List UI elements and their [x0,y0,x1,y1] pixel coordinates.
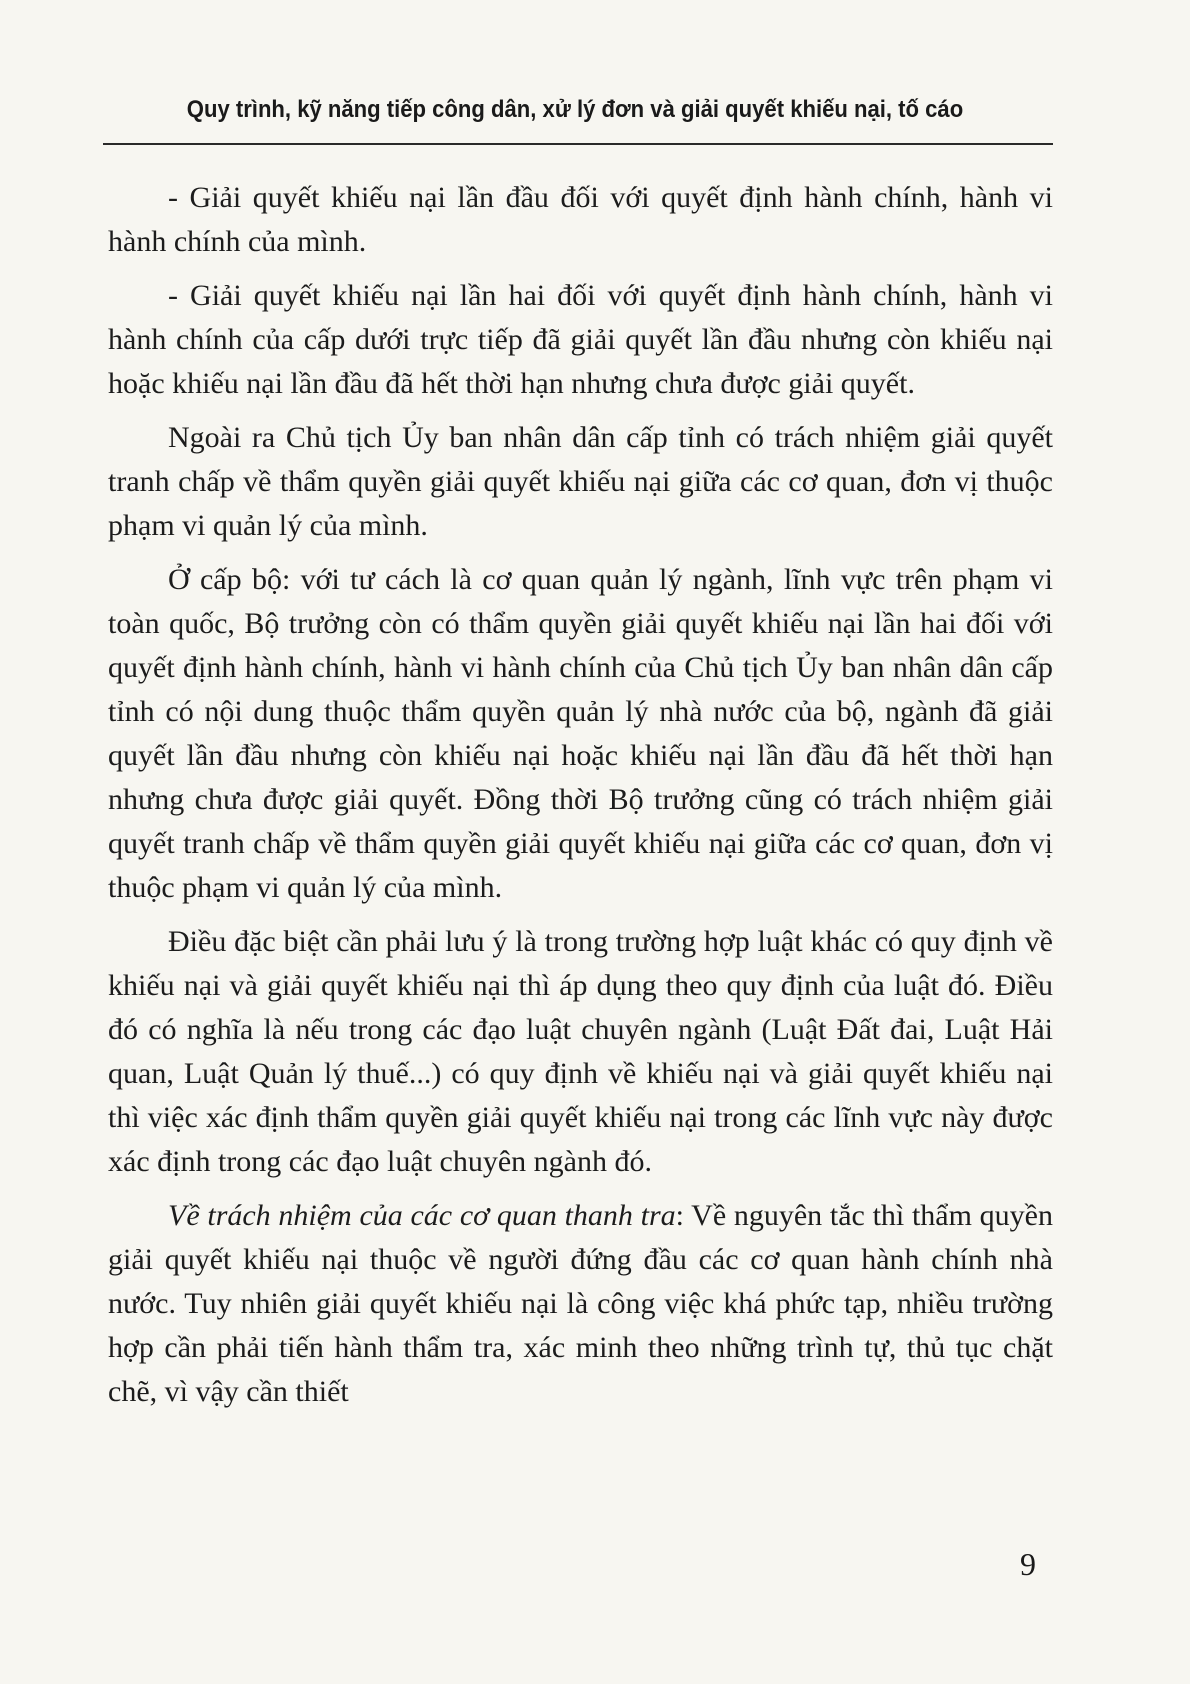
paragraph-1: - Giải quyết khiếu nại lần đầu đối với quyết định hành chính, hành vi hành chính của mình. [108,181,1053,258]
paragraph-5: Điều đặc biệt cần phải lưu ý là trong trường hợp luật khác có quy định về khiếu nại và giải quyết khiếu nại thì áp dụng theo quy định của luật đó. Điều đó có nghĩa là nếu trong các đạo luật chuyên ngành (Luật Đất đai, Luật Hải quan, Luật Quản lý thuế...) có quy định về khiếu nại và giải quyết khiếu nại thì việc xác định thẩm quyền giải quyết khiếu nại trong các lĩnh vực này được xác định trong các đạo luật chuyên ngành đó. [108,925,1053,1178]
body-text [108,176,1053,1424]
running-header: Quy trình, kỹ năng tiếp công dân, xử lý đơn và giải quyết khiếu nại, tố cáo [186,96,964,123]
paragraph-2: - Giải quyết khiếu nại lần hai đối với quyết định hành chính, hành vi hành chính của cấp dưới trực tiếp đã giải quyết lần đầu nhưng còn khiếu nại hoặc khiếu nại lần đầu đã hết thời hạn nhưng chưa được giải quyết. [108,279,1053,400]
page-number: 9 [1020,1546,1036,1582]
paragraph-3: Ngoài ra Chủ tịch Ủy ban nhân dân cấp tỉnh có trách nhiệm giải quyết tranh chấp về thẩm quyền giải quyết khiếu nại giữa các cơ quan, đơn vị thuộc phạm vi quản lý của mình. [108,421,1053,542]
paragraph-6 [108,1194,1053,1414]
header-rule [103,143,1053,145]
paragraph-6-lead-italic: Về trách nhiệm của các cơ quan thanh tra [168,1199,676,1232]
paragraph-6-text: : Về nguyên tắc thì thẩm quyền giải quyết khiếu nại thuộc về người đứng đầu các cơ quan hành chính nhà nước. Tuy nhiên giải quyết khiếu nại là công việc khá phức tạp, nhiều trường hợp cần phải tiến hành thẩm tra, xác minh theo những trình tự, thủ tục chặt chẽ, vì vậy cần thiết [108,1199,1053,1408]
paragraph-4: Ở cấp bộ: với tư cách là cơ quan quản lý ngành, lĩnh vực trên phạm vi toàn quốc, Bộ trưởng còn có thẩm quyền giải quyết khiếu nại lần hai đối với quyết định hành chính, hành vi hành chính của Chủ tịch Ủy ban nhân dân cấp tỉnh có nội dung thuộc thẩm quyền quản lý nhà nước của bộ, ngành đã giải quyết lần đầu nhưng còn khiếu nại hoặc khiếu nại lần đầu đã hết thời hạn nhưng chưa được giải quyết. Đồng thời Bộ trưởng cũng có trách nhiệm giải quyết tranh chấp về thẩm quyền giải quyết khiếu nại giữa các cơ quan, đơn vị thuộc phạm vi quản lý của mình. [108,563,1053,904]
